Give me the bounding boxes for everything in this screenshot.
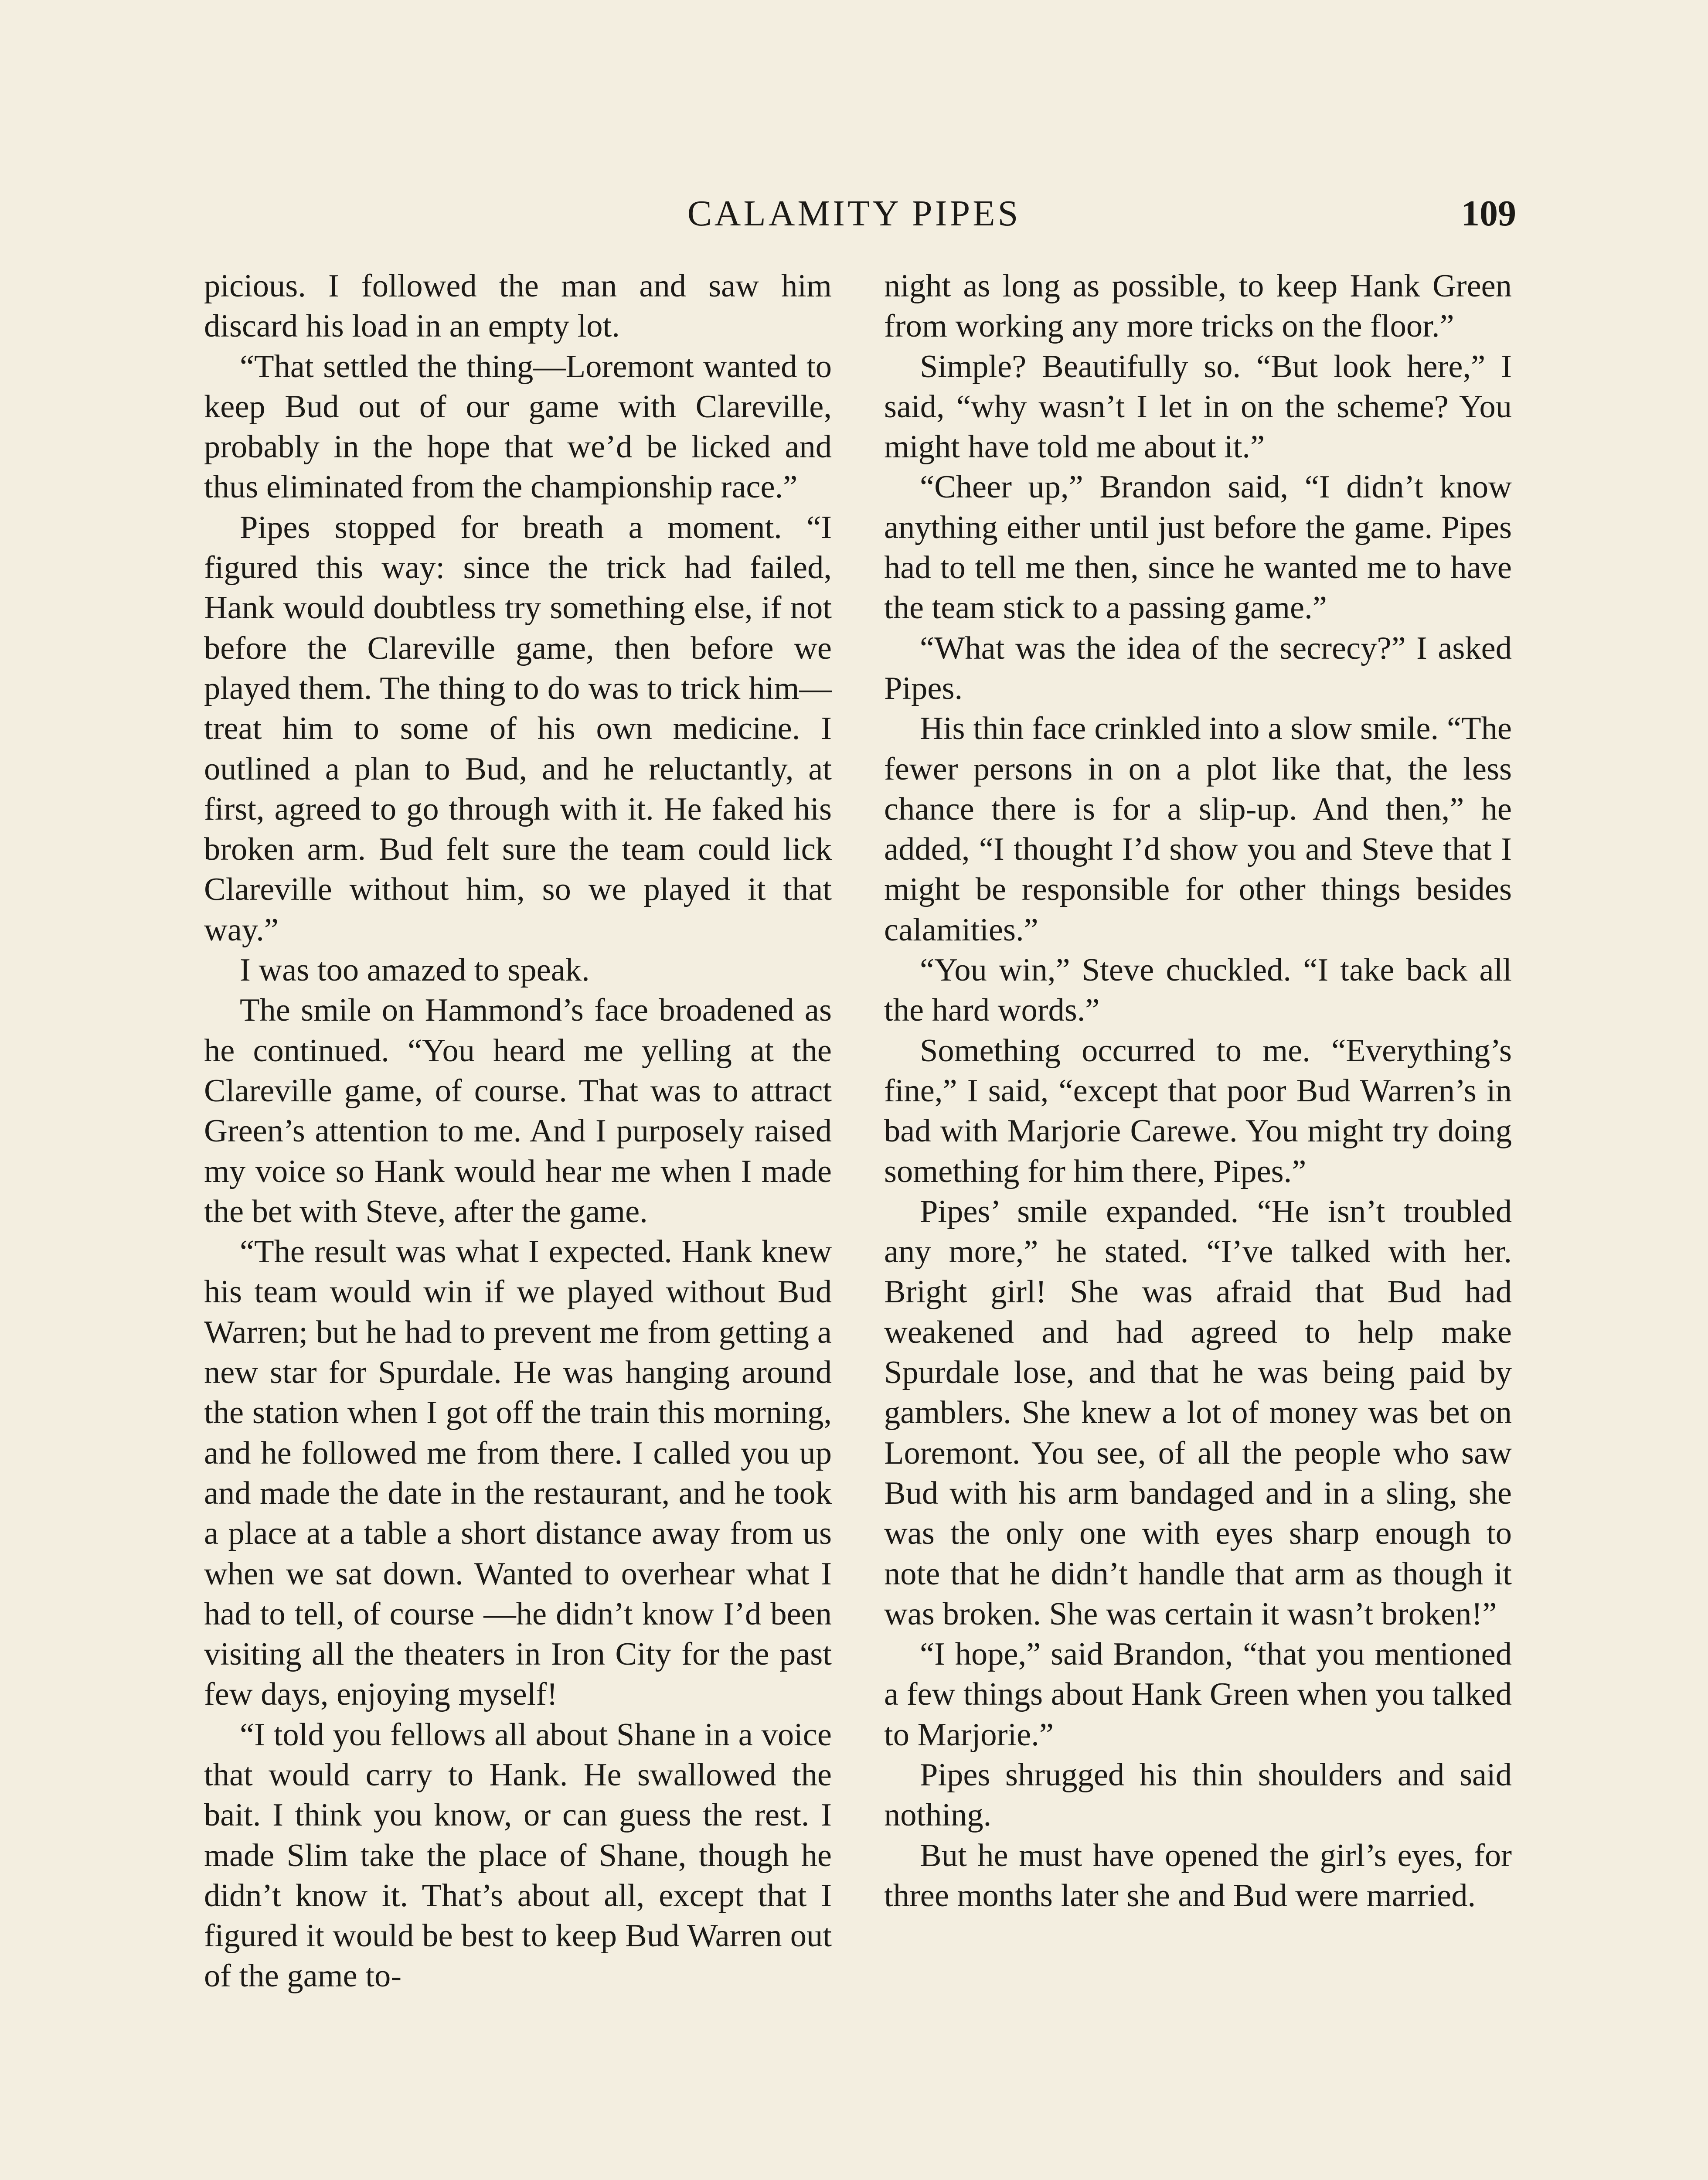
paragraph: Pipes’ smile expanded. “He isn’t troubled any more,” he stated. “I’ve talked with her. Bright girl! She was afraid that Bud had weakened and had agreed to help make Spurdale lose, and that he was being paid by gamblers. She knew a lot of money was bet on Loremont. You see, of all the people who saw Bud with his arm bandaged and in a sling, she was the only one with eyes sharp enough to note that he didn’t handle that arm as though it was broken. She was certain it wasn’t broken!” bbox=[884, 1193, 1512, 1632]
running-head: CALAMITY PIPES bbox=[687, 193, 1021, 234]
paragraph: His thin face crinkled into a slow smile. “The fewer persons in on a plot like that, the less chance there is for a slip-up. And then,” he added, “I thought I’d show you and Steve that I might be responsible for other things besides calamities.” bbox=[884, 711, 1512, 948]
paragraph: “Cheer up,” Brandon said, “I didn’t know anything either until just before the game. Pipes had to tell me then, since he wanted me to have the team stick to a passing game.” bbox=[884, 469, 1512, 626]
left-column bbox=[204, 266, 832, 1996]
right-column bbox=[884, 266, 1512, 1916]
paragraph: Something occurred to me. “Everything’s fine,” I said, “except that poor Bud Warren’s in bad with Marjorie Carewe. You might try doing something for him there, Pipes.” bbox=[884, 1032, 1512, 1189]
paragraph: “I told you fellows all about Shane in a voice that would carry to Hank. He swallowed the bait. I think you know, or can guess the rest. I made Slim take the place of Shane, though he didn’t know it. That’s about all, except that I figured it would be best to keep Bud Warren out of the game to- bbox=[204, 1717, 832, 1994]
paragraph: picious. I followed the man and saw him discard his load in an empty lot. bbox=[204, 268, 832, 344]
page-number: 109 bbox=[1461, 193, 1516, 234]
paragraph: Pipes shrugged his thin shoulders and said nothing. bbox=[884, 1757, 1512, 1833]
paragraph: I was too amazed to speak. bbox=[240, 952, 590, 988]
paragraph: “You win,” Steve chuckled. “I take back all the hard words.” bbox=[884, 952, 1512, 1029]
paragraph: night as long as possible, to keep Hank Green from working any more tricks on the floor.” bbox=[884, 268, 1512, 344]
page-header bbox=[0, 187, 1708, 240]
paragraph: Simple? Beautifully so. “But look here,” I said, “why wasn’t I let in on the scheme? You might have told me about it.” bbox=[884, 348, 1512, 465]
paragraph: But he must have opened the girl’s eyes, for three months later she and Bud were married. bbox=[884, 1837, 1512, 1914]
paragraph: “The result was what I expected. Hank knew his team would win if we played without Bud Warren; but he had to prevent me from getting a new star for Spurdale. He was hanging around the station when I got off the train this morning, and he followed me from there. I called you up and made the date in the restaurant, and he took a place at a table a short distance away from us when we sat down. Wanted to overhear what I had to tell, of course —he didn’t know I’d been visiting all the theaters in Iron City for the past few days, enjoying myself! bbox=[204, 1234, 832, 1713]
paragraph: The smile on Hammond’s face broadened as he continued. “You heard me yelling at the Clareville game, of course. That was to attract Green’s attention to me. And I purposely raised my voice so Hank would hear me when I made the bet with Steve, after the game. bbox=[204, 992, 832, 1230]
paragraph: “I hope,” said Brandon, “that you mentioned a few things about Hank Green when you talked to Marjorie.” bbox=[884, 1636, 1512, 1753]
paragraph: “That settled the thing—Loremont wanted to keep Bud out of our game with Clareville, probably in the hope that we’d be licked and thus eliminated from the championship race.” bbox=[204, 348, 832, 505]
paragraph: Pipes stopped for breath a moment. “I figured this way: since the trick had failed, Hank would doubtless try something else, if not before the Clareville game, then before we played them. The thing to do was to trick him—treat him to some of his own medicine. I outlined a plan to Bud, and he reluctantly, at first, agreed to go through with it. He faked his broken arm. Bud felt sure the team could lick Clareville without him, so we played it that way.” bbox=[204, 509, 832, 948]
paragraph: “What was the idea of the secrecy?” I asked Pipes. bbox=[884, 630, 1512, 706]
